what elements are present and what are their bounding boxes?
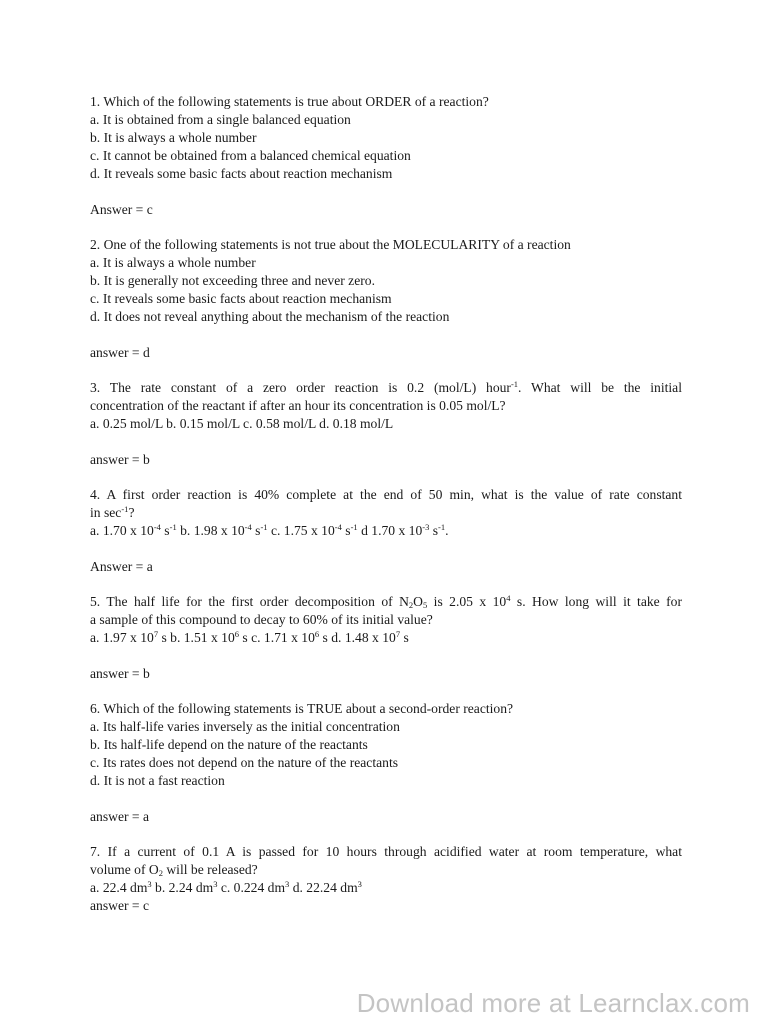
answer-4: Answer = a — [90, 558, 153, 574]
option-a: a. Its half-life varies inversely as the initial concentration — [90, 719, 400, 734]
question-3 — [90, 379, 682, 433]
question-2 — [90, 236, 682, 326]
option-c: c. It reveals some basic facts about reaction mechanism — [90, 291, 392, 306]
options-line: a. 1.97 x $10^7$ s b. 1.51 x $10^6$ s c. 1.71 x $10^6$ s d. 1.48 x $10^7$ s — [90, 629, 409, 645]
watermark-text: Download more at Learnclax.com — [356, 988, 750, 1018]
option-c: c. Its rates does not depend on the nature of the reactants — [90, 755, 399, 770]
question-6 — [90, 700, 682, 790]
question-stem: 1. Which of the following statements is true about ORDER of a reaction? — [90, 94, 489, 109]
question-stem-line-2: a sample of this compound to decay to 60% of its initial value? — [90, 612, 433, 627]
option-b: b. Its half-life depend on the nature of the reactants — [90, 737, 368, 752]
answer-5: answer = b — [90, 665, 150, 681]
options-line: a. 1.70 x $10^{-4}$ $s^{-1}$ b. 1.98 x $10^{-4}$ $s^{-1}$ c. 1.75 x $10^{-4}$ $s^{-1}$ d 1.70 x $10^{-3}$ $s^{-1}$. — [90, 522, 449, 538]
option-d: d. It does not reveal anything about the mechanism of the reaction — [90, 309, 450, 324]
question-4 — [90, 486, 682, 540]
options-line: a. 0.25 mol/L b. 0.15 mol/L c. 0.58 mol/L d. 0.18 mol/L — [90, 416, 394, 431]
question-stem-line-1: 7. If a current of 0.1 A is passed for 10 hours through acidified water at room temperature, what — [90, 844, 682, 859]
option-a: a. It is obtained from a single balanced equation — [90, 112, 351, 127]
question-stem-line-2: in $\sec^{-1}$? — [90, 504, 135, 520]
question-sheet — [90, 93, 682, 915]
question-stem: 2. One of the following statements is not true about the MOLECULARITY of a reaction — [90, 237, 571, 252]
question-stem-line-1: 3. The rate constant of a zero order reaction is 0.2 (mol/L) hour$^{-1}$. What will be the initial — [90, 379, 682, 395]
question-1 — [90, 93, 682, 183]
question-7 — [90, 843, 682, 897]
question-stem-line-2: volume of $O_2$ will be released? — [90, 862, 258, 878]
question-5 — [90, 593, 682, 647]
option-d: d. It reveals some basic facts about reaction mechanism — [90, 166, 393, 181]
option-c: c. It cannot be obtained from a balanced chemical equation — [90, 148, 411, 163]
answer-6: answer = a — [90, 808, 149, 824]
answer-2: answer = d — [90, 344, 150, 360]
question-stem-line-1: 5. The half life for the first order decomposition of $N_2O_5$ is 2.05 x $10^4$ s. How long will it take for — [90, 593, 682, 610]
option-b: b. It is always a whole number — [90, 130, 257, 145]
option-a: a. It is always a whole number — [90, 255, 256, 270]
question-stem-line-2: concentration of the reactant if after an hour its concentration is 0.05 mol/L? — [90, 398, 506, 413]
question-stem: 6. Which of the following statements is TRUE about a second-order reaction? — [90, 701, 514, 716]
answer-3: answer = b — [90, 451, 150, 467]
option-b: b. It is generally not exceeding three and never zero. — [90, 273, 375, 288]
answer-1: Answer = c — [90, 201, 153, 217]
answer-7: answer = c — [90, 898, 149, 913]
question-stem-line-1: 4. A first order reaction is 40% complete at the end of 50 min, what is the value of rate constant — [90, 487, 682, 502]
option-d: d. It is not a fast reaction — [90, 773, 225, 788]
options-line: a. 22.4 $dm^3$ b. 2.24 $dm^3$ c. 0.224 $dm^3$ d. 22.24 $dm^3$ — [90, 879, 362, 895]
